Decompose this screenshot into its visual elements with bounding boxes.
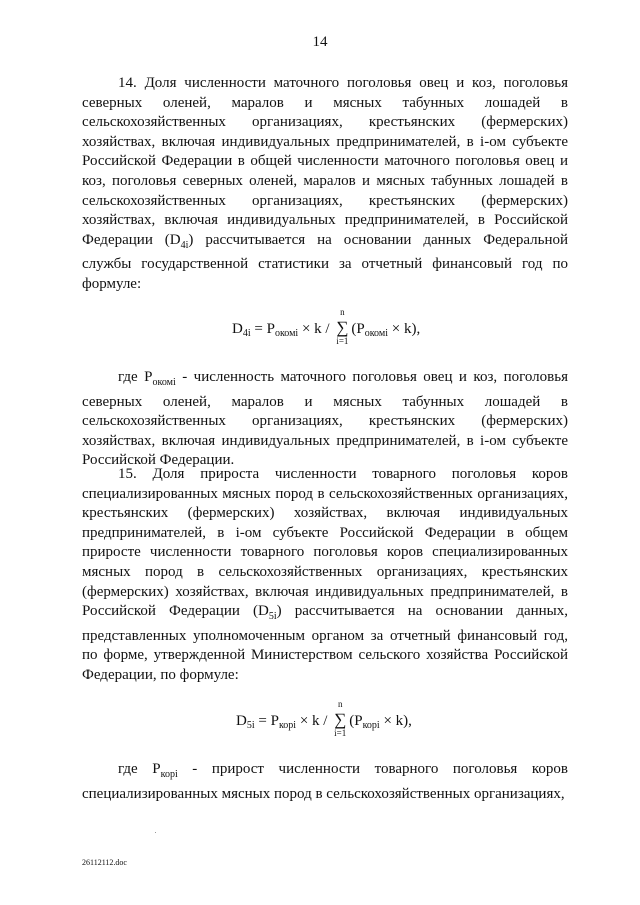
footer-filename: 26112112.doc xyxy=(82,858,127,867)
paragraph-15-text: 15. Доля прироста численности товарного поголовья коров специализированных мясных пород в сельскохозяйственных организациях, крестьянских (фермерских) хозяйствах, включая индивидуальных предпринимателей, в i-ом субъекте Российской Федерации в общем приросте численности товарного поголовья коров специализированных мясных пород в сельскохозяйственных организациях, крестьянских (фермерских) хозяйствах, включая индивидуальных предпринимателей, в Российской Федерации ( xyxy=(82,466,568,620)
formula-d5i: $D_{5i} = P_{корi} \times k$ / ∑ n i=1 $(P_{корi} \times k)$, xyxy=(236,699,412,738)
page-number: 14 xyxy=(312,34,328,50)
symbol-d5i: $D_{5i}$ xyxy=(258,603,277,623)
paragraph-14 xyxy=(82,74,568,295)
where-kori: где $P_{корi}$ - прирост численности товарного поголовья коров специализированных мясных пород в сельскохозяйственных организациях, xyxy=(82,761,568,802)
paragraph-14-text: 14. Доля численности маточного поголовья овец и коз, поголовья северных оленей, маралов и мясных табунных лошадей в сельскохозяйственных организациях, крестьянских (фермерских) хозяйствах, включая индивидуальных предпринимателей, в i-ом субъекте Российской Федерации в общей численности маточного поголовья овец и коз, поголовья северных оленей, маралов и мясных табунных лошадей в сельскохозяйственных организациях, крестьянских (фермерских) хозяйствах, включая индивидуальных предпринимателей, в Российской Федерации ( xyxy=(82,75,568,248)
where-okomi: где $P_{окомi}$ - численность маточного поголовья овец и коз, поголовья северных оленей, маралов и мясных табунных лошадей в сельскохозяйственных организациях, крестьянских (фермерских) хозяйствах, включая индивидуальных предпринимателей, в i-ом субъекте Российской Федерации. xyxy=(82,369,568,469)
paragraph-15 xyxy=(82,465,568,686)
symbol-d4i: $D_{4i}$ xyxy=(169,231,189,251)
paragraph-15-text-end: ) рассчитывается на основании данных, представленных уполномоченным органом за отчетный финансовый год, по форме, утвержденной Министерством сельского хозяйства Российской Федерации, по формуле: xyxy=(82,603,568,683)
paragraph-14-text-end: ) рассчитывается на основании данных Федеральной службы государственной статистики за отчетный финансовый год по формуле: xyxy=(82,231,568,292)
formula-d4i: $D_{4i} = P_{окомi} \times k$ / ∑ n i=1 $(P_{окомi} \times k)$, xyxy=(232,307,421,346)
sum-symbol: ∑ n i=1 xyxy=(336,307,349,346)
scan-speck xyxy=(155,832,156,833)
sum-symbol: ∑ n i=1 xyxy=(334,699,347,738)
